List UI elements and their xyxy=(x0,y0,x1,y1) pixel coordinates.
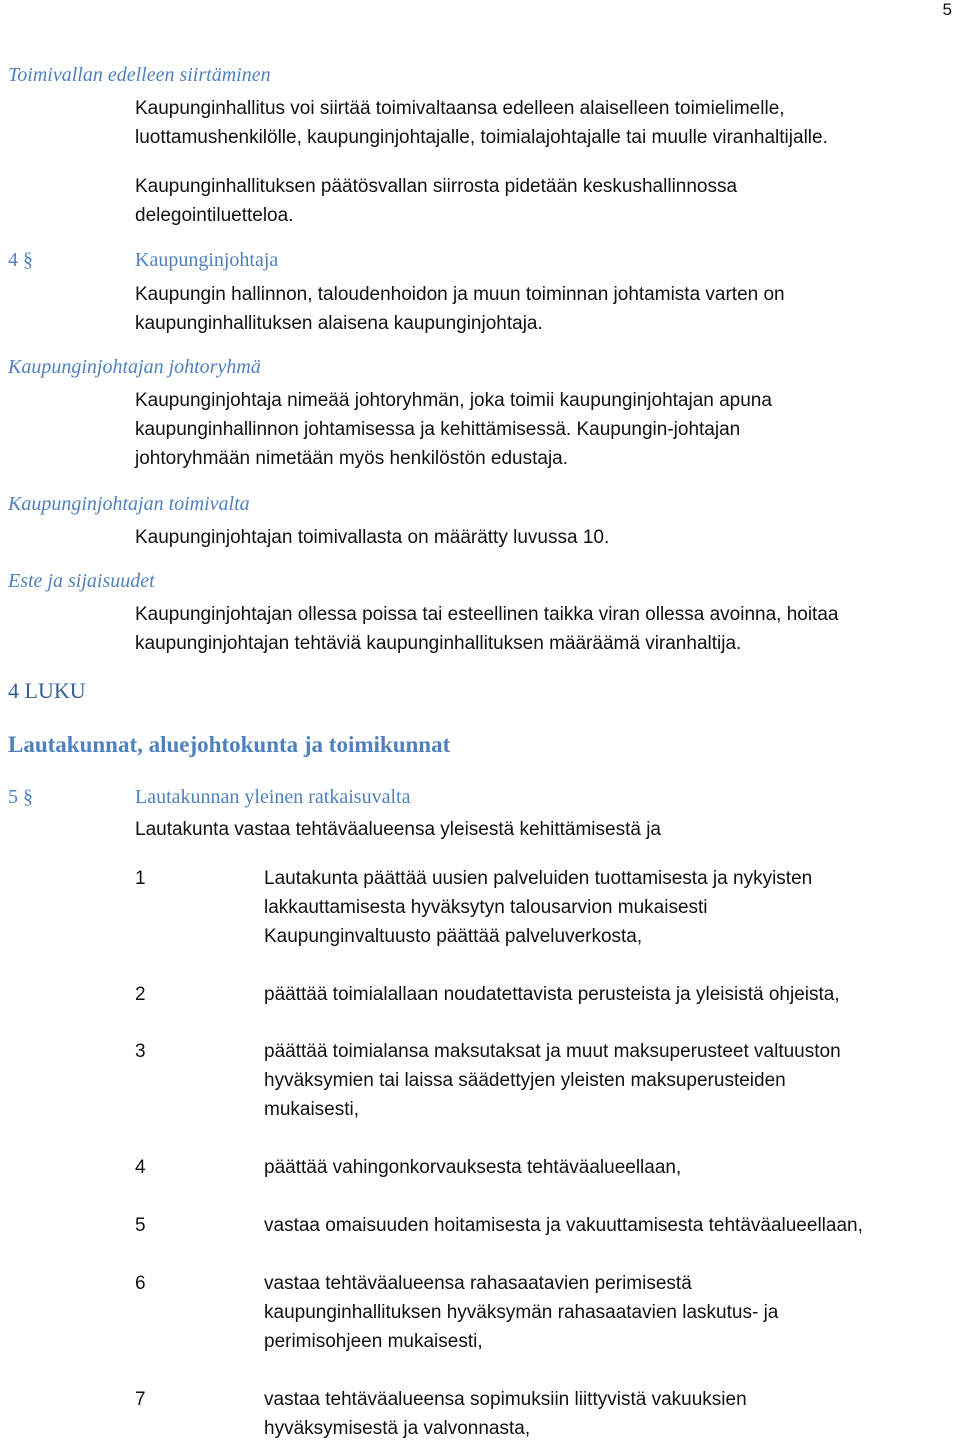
delegation-paragraph-1 xyxy=(135,94,955,152)
list-item xyxy=(264,864,954,951)
text-line: vastaa tehtäväalueensa rahasaatavien perimisestä xyxy=(264,1273,692,1294)
delegation-paragraph-2 xyxy=(135,172,955,230)
text-line: kaupunginhallituksen alaisena kaupunginjohtaja. xyxy=(135,313,543,334)
chapter-title: Lautakunnat, aluejohtokunta ja toimikunnat xyxy=(8,732,451,757)
list-item-number: 4 xyxy=(135,1157,146,1178)
heading-management-group: Kaupunginjohtajan johtoryhmä xyxy=(8,356,261,378)
text-line: päättää toimialansa maksutaksat ja muut maksuperusteet valtuuston xyxy=(264,1041,841,1062)
list-item-number: 3 xyxy=(135,1041,146,1062)
text-line: päättää vahingonkorvauksesta tehtäväalueellaan, xyxy=(264,1157,682,1178)
authority-text: Kaupunginjohtajan toimivallasta on määrätty luvussa 10. xyxy=(135,527,610,548)
heading-authority: Kaupunginjohtajan toimivalta xyxy=(8,493,250,515)
heading-delegation: Toimivallan edelleen siirtäminen xyxy=(8,64,271,86)
text-line: kaupunginhallinnon johtamisessa ja kehittämisessä. Kaupungin-johtajan xyxy=(135,419,741,440)
text-line: mukaisesti, xyxy=(264,1099,360,1120)
text-line: hyväksymien tai laissa säädettyjen yleisten maksuperusteiden xyxy=(264,1070,786,1091)
text-line: Lautakunta päättää uusien palveluiden tuottamisesta ja nykyisten xyxy=(264,868,813,889)
section-4-text xyxy=(135,280,955,338)
chapter-label: 4 LUKU xyxy=(8,678,86,703)
text-line: päättää toimialallaan noudatettavista perusteista ja yleisistä ohjeista, xyxy=(264,984,840,1005)
list-item xyxy=(264,1385,954,1443)
text-line: kaupunginhallituksen hyväksymän rahasaatavien laskutus- ja xyxy=(264,1302,779,1323)
section-5-number: 5 § xyxy=(8,786,33,808)
list-item xyxy=(264,1153,954,1182)
text-line: Kaupunginjohtaja nimeää johtoryhmän, joka toimii kaupunginjohtajan apuna xyxy=(135,390,772,411)
text-line: perimisohjeen mukaisesti, xyxy=(264,1331,483,1352)
management-group-text xyxy=(135,386,955,473)
section-4-number: 4 § xyxy=(8,249,33,271)
text-line: Kaupungin hallinnon, taloudenhoidon ja muun toiminnan johtamista varten on xyxy=(135,284,785,305)
section-5-title: Lautakunnan yleinen ratkaisuvalta xyxy=(135,786,411,808)
heading-deputies: Este ja sijaisuudet xyxy=(8,570,155,592)
text-line: johtoryhmään nimetään myös henkilöstön edustaja. xyxy=(135,448,569,469)
list-item-number: 5 xyxy=(135,1215,146,1236)
text-line: vastaa tehtäväalueensa sopimuksiin liittyvistä vakuuksien xyxy=(264,1389,747,1410)
page-number: 5 xyxy=(942,0,952,19)
text-line: Kaupunginvaltuusto päättää palveluverkosta, xyxy=(264,926,643,947)
text-line: luottamushenkilölle, kaupunginjohtajalle, toimialajohtajalle tai muulle viranhaltijalle. xyxy=(135,127,828,148)
text-line: lakkauttamisesta hyväksytyn talousarvion mukaisesti xyxy=(264,897,708,918)
list-item-number: 7 xyxy=(135,1389,146,1410)
text-line: Kaupunginjohtajan ollessa poissa tai esteellinen taikka viran ollessa avoinna, hoitaa xyxy=(135,604,839,625)
section-5-intro: Lautakunta vastaa tehtäväalueensa yleisestä kehittämisestä ja xyxy=(135,819,661,840)
section-4-title: Kaupunginjohtaja xyxy=(135,249,279,271)
text-line: vastaa omaisuuden hoitamisesta ja vakuuttamisesta tehtäväalueellaan, xyxy=(264,1215,863,1236)
list-item xyxy=(264,1037,954,1124)
list-item xyxy=(264,1211,954,1240)
deputies-text xyxy=(135,600,955,658)
list-item-number: 1 xyxy=(135,868,146,889)
text-line: Kaupunginhallituksen päätösvallan siirrosta pidetään keskushallinnossa xyxy=(135,176,738,197)
text-line: Kaupunginhallitus voi siirtää toimivaltaansa edelleen alaiselleen toimielimelle, xyxy=(135,98,785,119)
text-line: delegointiluetteloa. xyxy=(135,205,294,226)
list-item xyxy=(264,980,954,1009)
list-item-number: 6 xyxy=(135,1273,146,1294)
list-item xyxy=(264,1269,954,1356)
text-line: kaupunginjohtajan tehtäviä kaupunginhallituksen määräämä viranhaltija. xyxy=(135,633,742,654)
text-line: hyväksymisestä ja valvonnasta, xyxy=(264,1418,531,1439)
list-item-number: 2 xyxy=(135,984,146,1005)
